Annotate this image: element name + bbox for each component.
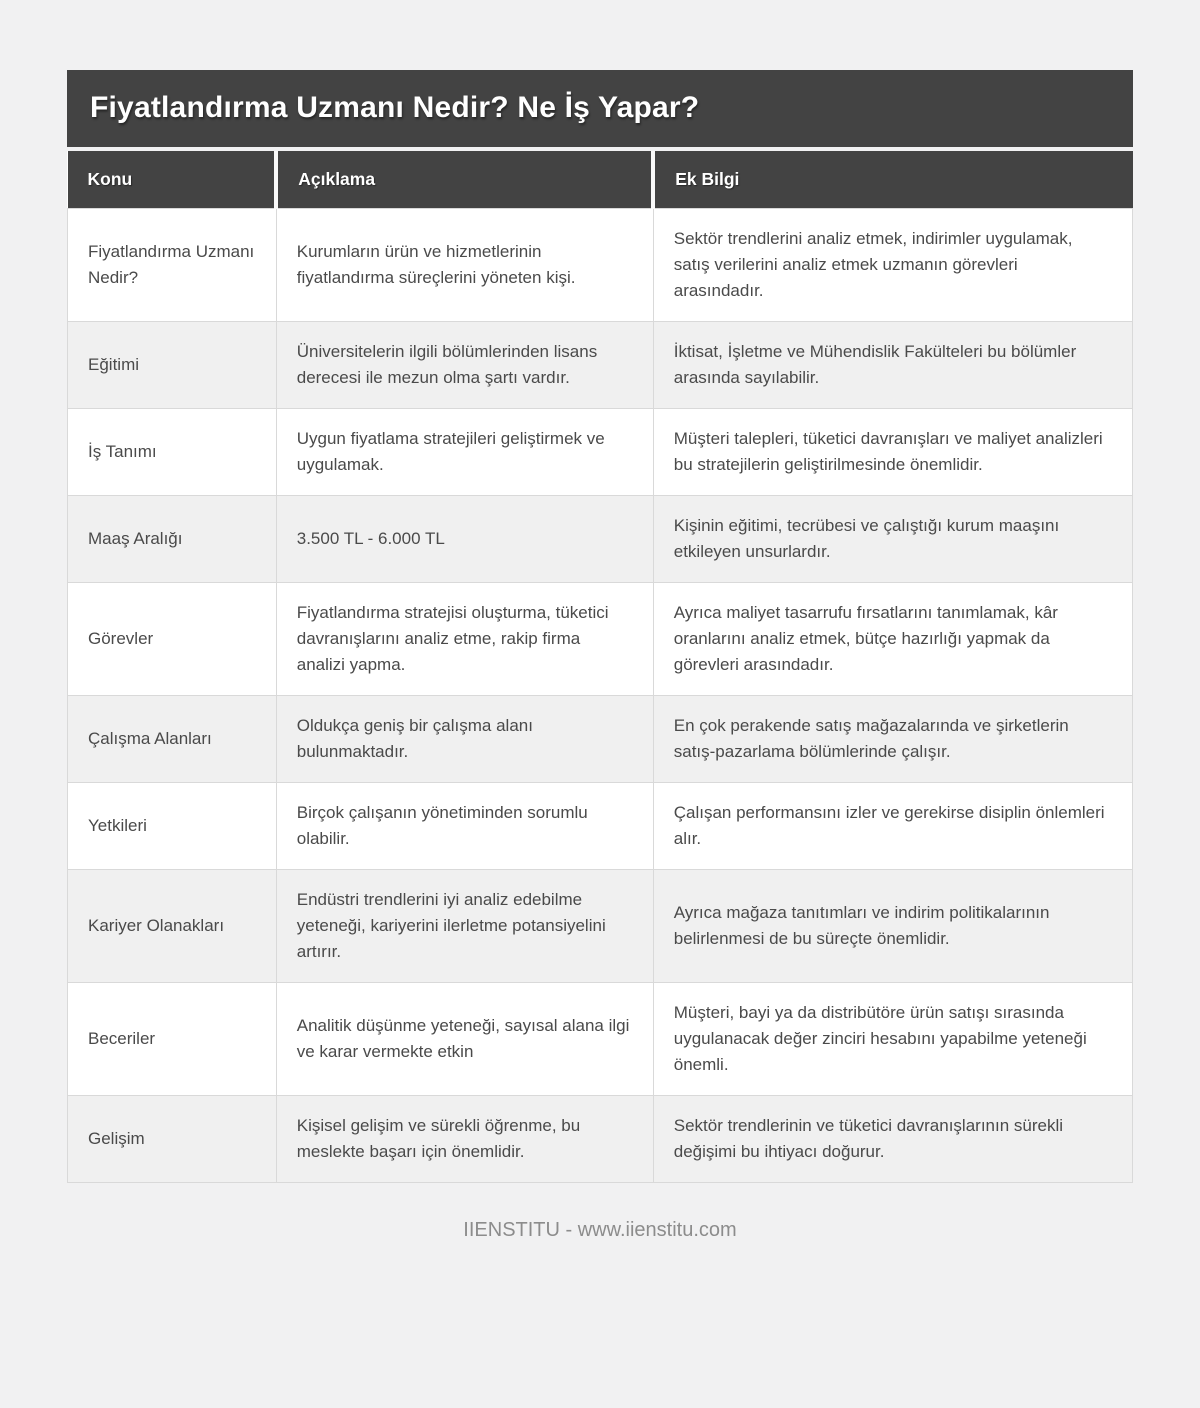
table-row [68, 1096, 1133, 1183]
cell-aciklama: Uygun fiyatlama stratejileri geliştirmek ve uygulamak. [276, 409, 653, 496]
cell-konu: Görevler [68, 583, 277, 696]
table-row [68, 983, 1133, 1096]
cell-aciklama: Kişisel gelişim ve sürekli öğrenme, bu meslekte başarı için önemlidir. [276, 1096, 653, 1183]
info-table [67, 151, 1133, 1183]
footer-credit: IIENSTITU - www.iienstitu.com [463, 1219, 737, 1241]
cell-ek-bilgi: Sektör trendlerinin ve tüketici davranışlarının sürekli değişimi bu ihtiyacı doğurur. [653, 1096, 1132, 1183]
cell-aciklama: Oldukça geniş bir çalışma alanı bulunmaktadır. [276, 696, 653, 783]
cell-ek-bilgi: Müşteri, bayi ya da distribütöre ürün satışı sırasında uygulanacak değer zinciri hesabını yapabilme yeteneği önemli. [653, 983, 1132, 1096]
cell-aciklama: Kurumların ürün ve hizmetlerinin fiyatlandırma süreçlerini yöneten kişi. [276, 209, 653, 322]
column-header-ek-bilgi: Ek Bilgi [653, 151, 1132, 209]
cell-ek-bilgi: Ayrıca mağaza tanıtımları ve indirim politikalarının belirlenmesi de bu süreçte önemlidir. [653, 870, 1132, 983]
table-header-row [68, 151, 1133, 209]
cell-ek-bilgi: Çalışan performansını izler ve gerekirse disiplin önlemleri alır. [653, 783, 1132, 870]
cell-ek-bilgi: Sektör trendlerini analiz etmek, indirimler uygulamak, satış verilerini analiz etmek uzmanın görevleri arasındadır. [653, 209, 1132, 322]
column-header-aciklama: Açıklama [276, 151, 653, 209]
cell-ek-bilgi: En çok perakende satış mağazalarında ve şirketlerin satış-pazarlama bölümlerinde çalışır. [653, 696, 1132, 783]
cell-konu: Beceriler [68, 983, 277, 1096]
cell-ek-bilgi: Kişinin eğitimi, tecrübesi ve çalıştığı kurum maaşını etkileyen unsurlardır. [653, 496, 1132, 583]
cell-aciklama: Analitik düşünme yeteneği, sayısal alana ilgi ve karar vermekte etkin [276, 983, 653, 1096]
table-body [68, 209, 1133, 1183]
cell-aciklama: Fiyatlandırma stratejisi oluşturma, tüketici davranışlarını analiz etme, rakip firma analizi yapma. [276, 583, 653, 696]
column-header-konu: Konu [68, 151, 277, 209]
cell-konu: Gelişim [68, 1096, 277, 1183]
content-card [67, 0, 1133, 1242]
cell-aciklama: Endüstri trendlerini iyi analiz edebilme yeteneği, kariyerini ilerletme potansiyelini artırır. [276, 870, 653, 983]
cell-konu: Fiyatlandırma Uzmanı Nedir? [68, 209, 277, 322]
cell-konu: Maaş Aralığı [68, 496, 277, 583]
table-row [68, 870, 1133, 983]
table-row [68, 783, 1133, 870]
cell-ek-bilgi: Müşteri talepleri, tüketici davranışları ve maliyet analizleri bu stratejilerin geliştirilmesinde önemlidir. [653, 409, 1132, 496]
cell-aciklama: 3.500 TL - 6.000 TL [276, 496, 653, 583]
cell-aciklama: Üniversitelerin ilgili bölümlerinden lisans derecesi ile mezun olma şartı vardır. [276, 322, 653, 409]
cell-ek-bilgi: Ayrıca maliyet tasarrufu fırsatlarını tanımlamak, kâr oranlarını analiz etmek, bütçe hazırlığı yapmak da görevleri arasındadır. [653, 583, 1132, 696]
table-row [68, 583, 1133, 696]
cell-konu: İş Tanımı [68, 409, 277, 496]
table-row [68, 322, 1133, 409]
cell-aciklama: Birçok çalışanın yönetiminden sorumlu olabilir. [276, 783, 653, 870]
cell-konu: Kariyer Olanakları [68, 870, 277, 983]
cell-konu: Eğitimi [68, 322, 277, 409]
table-row [68, 496, 1133, 583]
table-row [68, 409, 1133, 496]
table-row [68, 696, 1133, 783]
table-row [68, 209, 1133, 322]
cell-konu: Çalışma Alanları [68, 696, 277, 783]
cell-ek-bilgi: İktisat, İşletme ve Mühendislik Fakülteleri bu bölümler arasında sayılabilir. [653, 322, 1132, 409]
page-title: Fiyatlandırma Uzmanı Nedir? Ne İş Yapar? [67, 70, 1133, 147]
cell-konu: Yetkileri [68, 783, 277, 870]
